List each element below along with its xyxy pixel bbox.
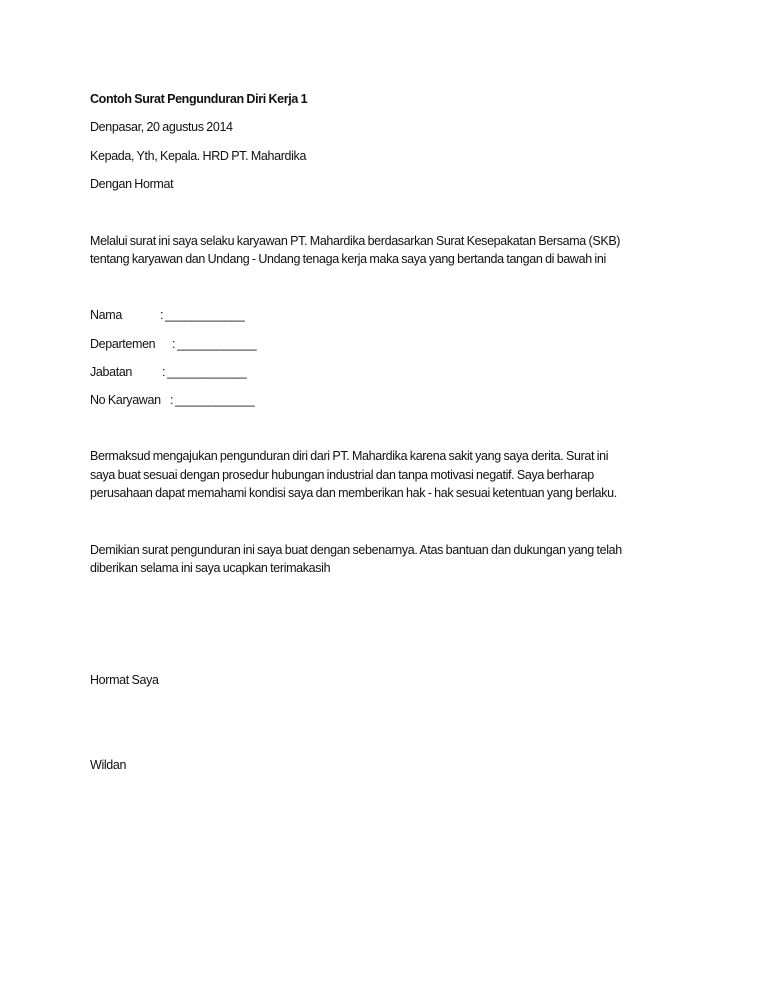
field-departemen — [90, 336, 256, 352]
field-blank: ____________ — [167, 365, 247, 379]
closing-line-1: Demikian surat pengunduran ini saya buat dengan sebenarnya. Atas bantuan dan dukungan yang telah — [90, 543, 622, 557]
field-colon: : — [170, 393, 174, 407]
body-line-3: perusahaan dapat memahami kondisi saya dan memberikan hak - hak sesuai ketentuan yang berlaku. — [90, 486, 617, 500]
letter-title: Contoh Surat Pengunduran Diri Kerja 1 — [90, 92, 308, 106]
signature-name: Wildan — [90, 758, 127, 772]
field-colon: : — [162, 365, 166, 379]
field-blank: ____________ — [177, 337, 257, 351]
recipient: Kepada, Yth, Kepala. HRD PT. Mahardika — [90, 149, 307, 163]
field-blank: ____________ — [165, 308, 245, 322]
field-label: Jabatan — [90, 365, 133, 379]
field-blank: ____________ — [175, 393, 255, 407]
field-nama — [90, 307, 244, 323]
field-no-karyawan — [90, 392, 254, 408]
intro-line-2: tentang karyawan dan Undang - Undang tenaga kerja maka saya yang bertanda tangan di bawah ini — [90, 252, 606, 266]
field-jabatan — [90, 364, 246, 380]
field-label: Nama — [90, 308, 122, 322]
salutation: Dengan Hormat — [90, 177, 174, 191]
body-line-1: Bermaksud mengajukan pengunduran diri dari PT. Mahardika karena sakit yang saya derita. Surat ini — [90, 449, 609, 463]
field-label: Departemen — [90, 337, 156, 351]
field-colon: : — [172, 337, 176, 351]
body-line-2: saya buat sesuai dengan prosedur hubungan industrial dan tanpa motivasi negatif. Saya berharap — [90, 468, 594, 482]
signoff: Hormat Saya — [90, 673, 159, 687]
intro-line-1: Melalui surat ini saya selaku karyawan PT. Mahardika berdasarkan Surat Kesepakatan Bersama (SKB) — [90, 234, 621, 248]
closing-line-2: diberikan selama ini saya ucapkan terimakasih — [90, 561, 331, 575]
field-label: No Karyawan — [90, 393, 161, 407]
place-date: Denpasar, 20 agustus 2014 — [90, 120, 233, 134]
field-colon: : — [160, 308, 164, 322]
